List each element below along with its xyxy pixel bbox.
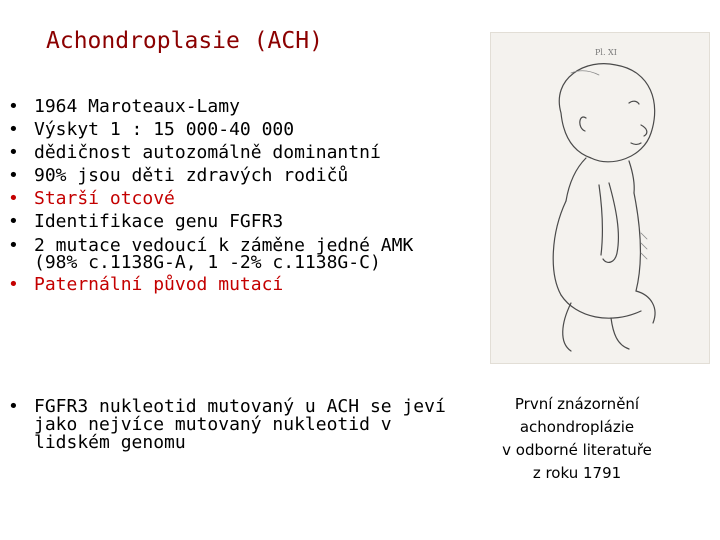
bullet-item: • Výskyt 1 : 15 000-40 000 <box>8 118 448 141</box>
bullet-item: • 1964 Maroteaux-Lamy <box>8 95 448 118</box>
figure-caption <box>470 393 684 485</box>
historical-illustration <box>490 32 710 364</box>
bullet-item: • 2 mutace vedoucí k záměne jedné AMK (98% c.1138G-A, 1 -2% c.1138G-C) <box>8 237 448 271</box>
caption-line: achondroplázie <box>519 418 635 436</box>
caption-line: v odborné literatuře <box>502 441 652 459</box>
bullet-list <box>8 95 448 296</box>
bullet-item: • dědičnost autozomálně dominantní <box>8 141 448 164</box>
bullet-item: • FGFR3 nukleotid mutovaný u ACH se jeví jako nejvíce mutovaný nukleotid v lidském genomu <box>8 398 448 452</box>
bullet-item-highlighted: • Starší otcové <box>8 187 448 210</box>
bottom-bullet-list <box>8 398 448 452</box>
bullet-item: • Identifikace genu FGFR3 <box>8 210 448 233</box>
infant-sketch-image <box>491 33 709 363</box>
bullet-item-highlighted: • Paternální původ mutací <box>8 273 448 296</box>
slide-title: Achondroplasie (ACH) <box>46 28 323 54</box>
caption-line: z roku 1791 <box>532 464 622 482</box>
bullet-item: • 90% jsou děti zdravých rodičů <box>8 164 448 187</box>
caption-line: První znázornění <box>514 395 640 413</box>
plate-label: Pl. XI <box>595 48 617 57</box>
